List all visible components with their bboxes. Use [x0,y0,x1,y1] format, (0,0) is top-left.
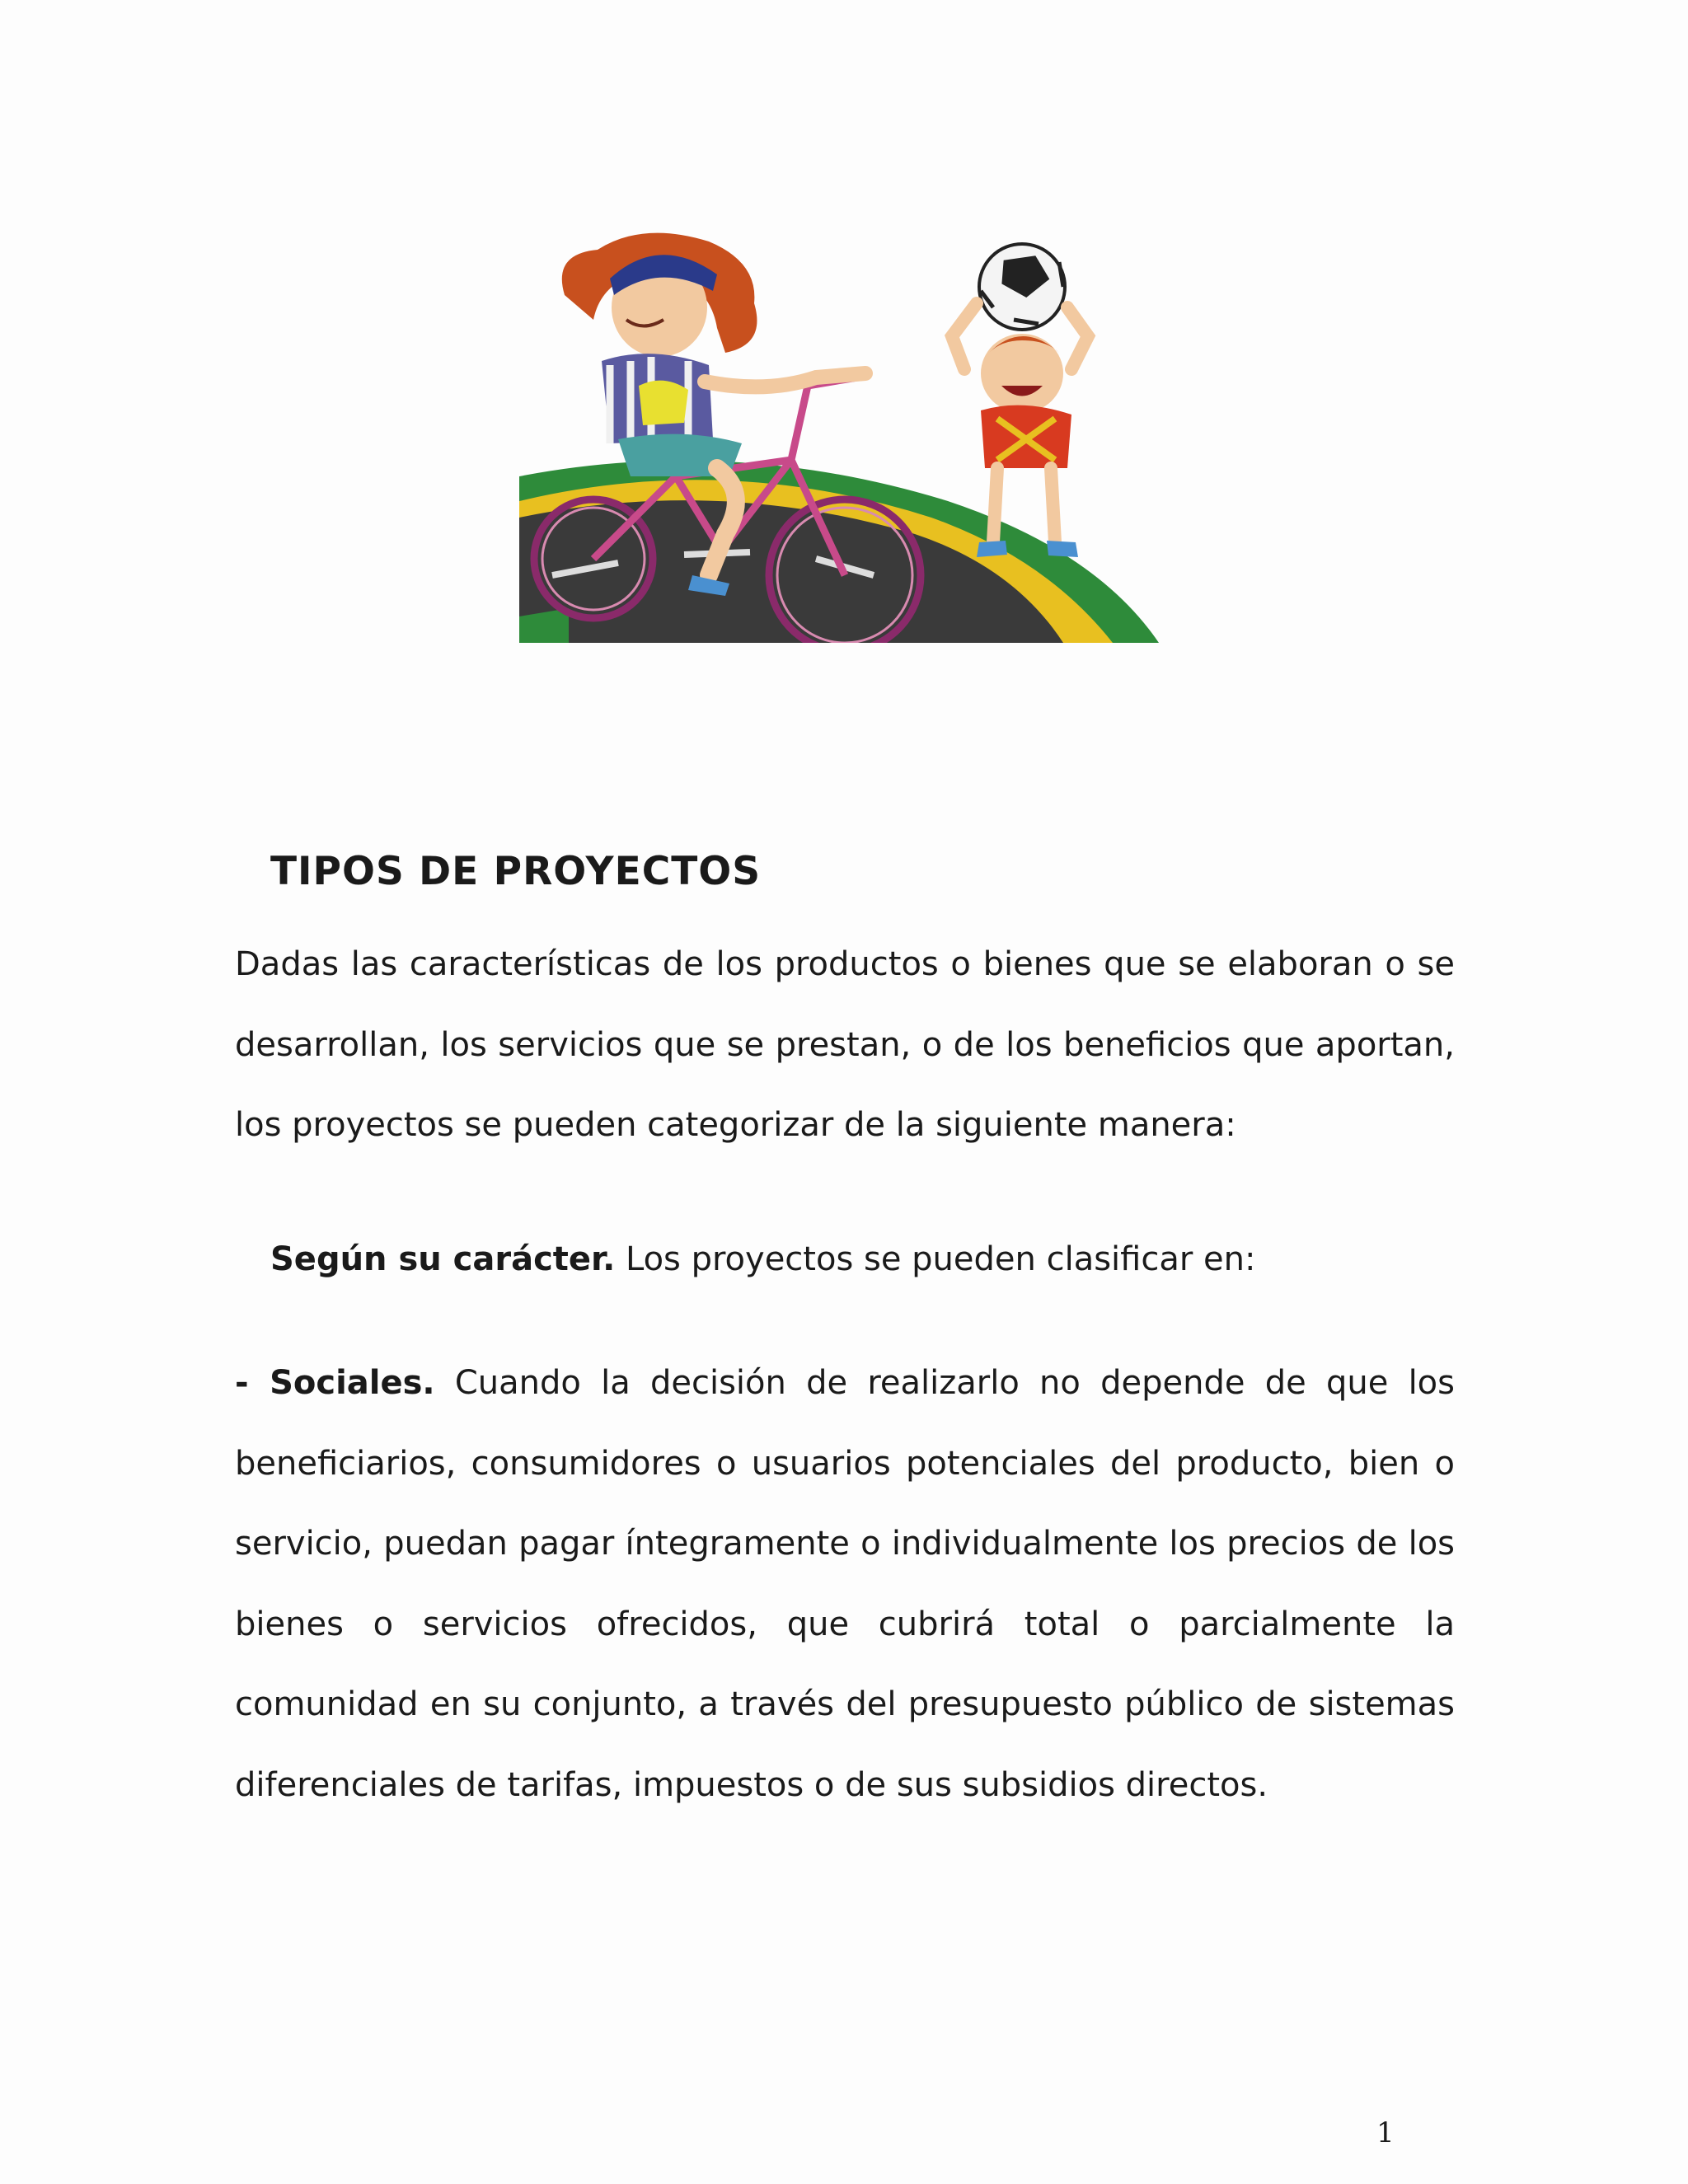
item-bold-label: Sociales. [270,1364,435,1402]
page-title: TIPOS DE PROYECTOS [270,849,762,894]
intro-paragraph: Dadas las características de los productos o bienes que se elaboran o se desarrollan, los servicios que se prestan, o de los beneficios que aportan, los proyectos se pueden categorizar de la siguiente manera: [235,945,1455,1144]
classification-subheading [270,1220,1255,1301]
social-projects-paragraph [235,1343,1455,1825]
subheading-bold-label: Según su carácter. [270,1240,616,1278]
item-description: Cuando la decisión de realizarlo no depende de que los beneficiarios, consumidores o usuarios potenciales del producto, bien o servicio, puedan pagar íntegramente o individualmente los precios de los bienes o servicios ofrecidos, que cubrirá total o parcialmente la comunidad en su conjunto, a través del presupuesto público de sistemas diferenciales de tarifas, impuestos o de sus subsidios directos. [235,1364,1455,1804]
page-number: 1 [1376,2116,1395,2149]
list-bullet: - [235,1364,270,1402]
cyclist-with-child-illustration [519,229,1159,643]
subheading-text: Los proyectos se pueden clasificar en: [615,1240,1256,1278]
